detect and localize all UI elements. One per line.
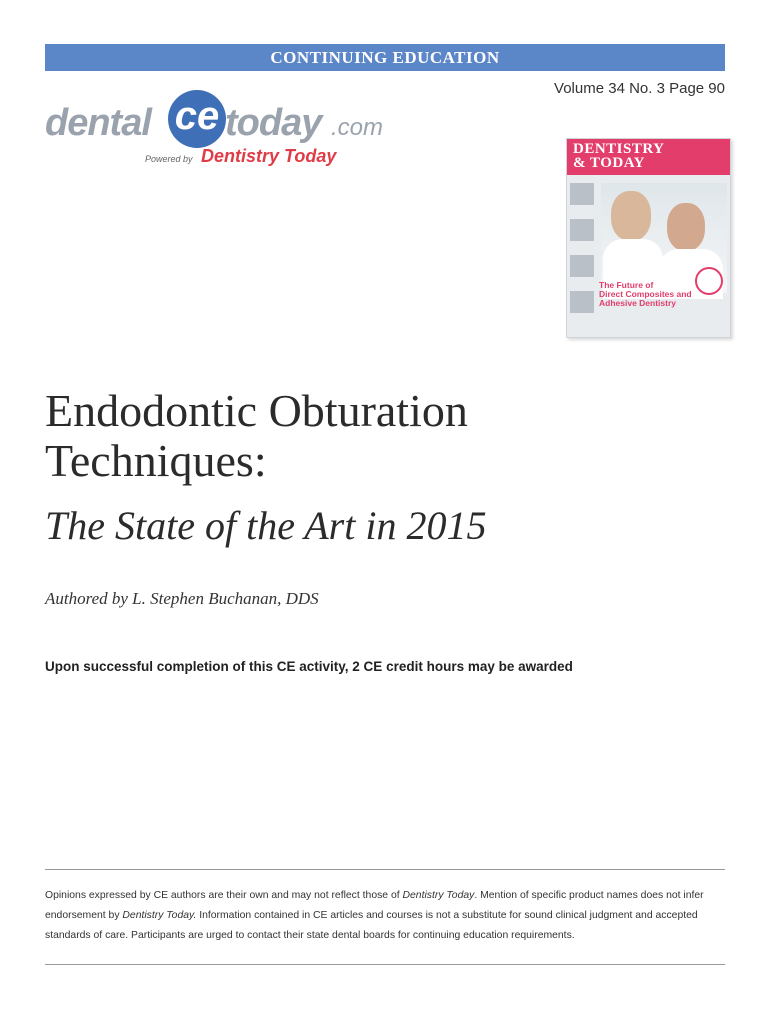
logo-powered-by: Powered by <box>145 154 193 164</box>
section-banner: CONTINUING EDUCATION <box>45 44 725 71</box>
magazine-cover-image <box>566 138 731 338</box>
volume-info: Volume 34 No. 3 Page 90 <box>554 80 725 97</box>
logo-publication-name: Dentistry Today <box>201 146 337 166</box>
article-title-line1: Endodontic Obturation <box>45 385 468 436</box>
divider-top <box>45 869 725 870</box>
article-title-line2: Techniques: <box>45 435 267 486</box>
cover-person-head <box>611 191 651 241</box>
article-subtitle: The State of the Art in 2015 <box>45 503 487 548</box>
dentalcetoday-logo <box>45 88 395 173</box>
cover-thumb <box>570 291 594 313</box>
credit-notice: Upon successful completion of this CE activity, 2 CE credit hours may be awarded <box>45 659 573 674</box>
disclaimer-text: Opinions expressed by CE authors are their own and may not reflect those of Dentistry Today. Mention of specific product names does not infer endorsement by Dentistry Today. Information contained in CE articles and courses is not a substitute for sound clinical judgment and accepted standards of care. Participants are urged to contact their state dental boards for continuing education requirements. <box>45 890 704 941</box>
cover-thumb <box>570 255 594 277</box>
cover-thumb <box>570 183 594 205</box>
logo-dotcom-text: .com <box>331 114 384 141</box>
logo-ce-circle: ce <box>168 90 226 148</box>
cover-badge <box>695 267 723 295</box>
logo-dental-text: dental <box>45 102 151 144</box>
logo-today-text: today <box>225 102 322 144</box>
article-title <box>45 386 468 486</box>
cover-person-head <box>667 203 705 251</box>
article-author: Authored by L. Stephen Buchanan, DDS <box>45 589 319 608</box>
cover-thumb <box>570 219 594 241</box>
cover-headline: The Future of Direct Composites and Adhesive Dentistry <box>599 280 692 308</box>
divider-bottom <box>45 964 725 965</box>
cover-masthead-text: DENTISTRY & TODAY <box>573 141 665 171</box>
